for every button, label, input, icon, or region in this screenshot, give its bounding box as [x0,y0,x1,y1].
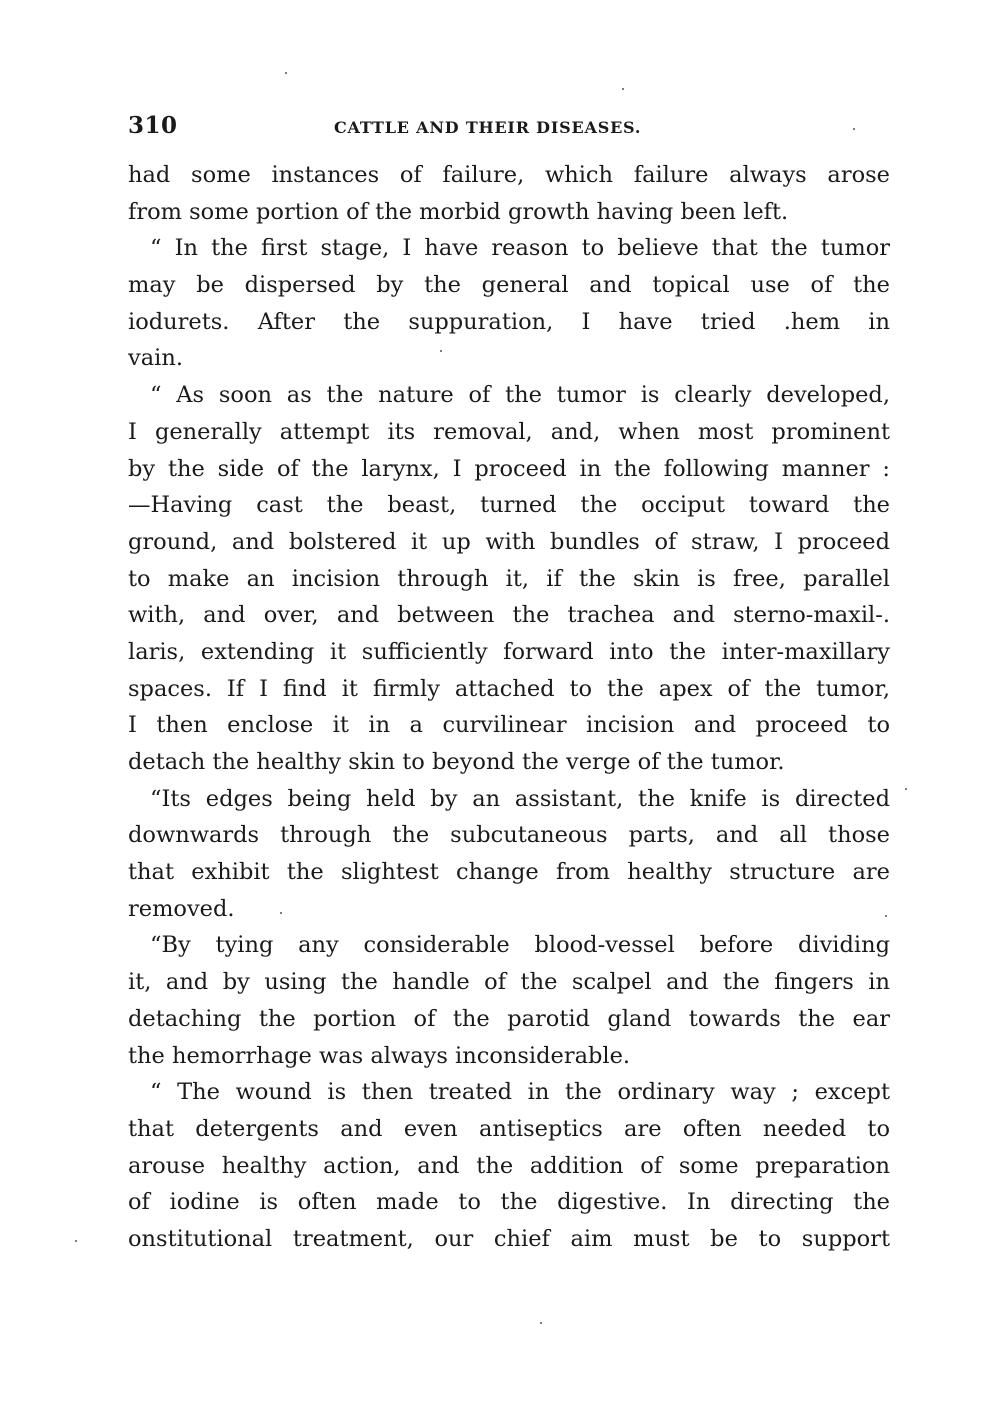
scan-speck [905,788,907,790]
text-line: that exhibit the slightest change from healthy structure are [128,859,890,886]
text-line: may be dispersed by the general and topical use of the [128,272,890,299]
text-line: detaching the portion of the parotid gland towards the ear [128,1005,890,1032]
text-line: onstitutional treatment, our chief aim must be to support [128,1225,890,1252]
text-line: by the side of the larynx, I proceed in the following manner : [128,455,890,482]
text-line: the hemorrhage was always inconsiderable. [128,1042,631,1069]
scan-speck [540,1322,542,1324]
text-line: to make an incision through it, if the skin is free, parallel [128,565,890,592]
text-line: of iodine is often made to the digestive. In directing the [128,1189,890,1216]
page-header [128,112,890,144]
scan-speck [440,350,442,352]
text-line: from some portion of the morbid growth having been left. [128,198,789,225]
text-line: with, and over, and between the trachea and sterno-maxil-. [128,602,890,629]
scan-speck [280,912,282,914]
scan-speck [853,128,855,130]
text-line: downwards through the subcutaneous parts, and all those [128,822,890,849]
text-line: I then enclose it in a curvilinear incision and proceed to [128,712,890,739]
text-line: “ As soon as the nature of the tumor is clearly developed, [150,382,890,409]
text-line: iodurets. After the suppuration, I have tried .hem in [128,308,890,335]
text-line: laris, extending it sufficiently forward into the inter-maxillary [128,638,890,665]
text-line: vain. [128,345,183,372]
text-line: that detergents and even antiseptics are often needed to [128,1115,890,1142]
text-line: “ In the first stage, I have reason to believe that the tumor [150,235,890,262]
text-line: “ The wound is then treated in the ordinary way ; except [150,1079,890,1106]
text-line: spaces. If I find it firmly attached to the apex of the tumor, [128,675,890,702]
scan-speck [885,915,887,917]
text-line: “By tying any considerable blood-vessel before dividing [150,932,890,959]
scan-speck [622,88,624,90]
text-line: it, and by using the handle of the scalpel and the fingers in [128,969,890,996]
page-number: 310 [128,112,178,139]
text-line: “Its edges being held by an assistant, the knife is directed [150,785,890,812]
text-line: —Having cast the beast, turned the occiput toward the [128,492,890,519]
text-line: removed. [128,895,235,922]
scan-speck [75,1240,77,1242]
text-line: I generally attempt its removal, and, when most prominent [128,418,890,445]
text-line: detach the healthy skin to beyond the verge of the tumor. [128,749,785,775]
text-line: ground, and bolstered it up with bundles of straw, I proceed [128,528,890,555]
scan-speck [285,72,287,74]
running-head: CATTLE AND THEIR DISEASES. [334,118,642,137]
text-line: arouse healthy action, and the addition of some preparation [128,1152,890,1179]
text-line: had some instances of failure, which failure always arose [128,162,890,188]
body-text [128,157,890,1258]
